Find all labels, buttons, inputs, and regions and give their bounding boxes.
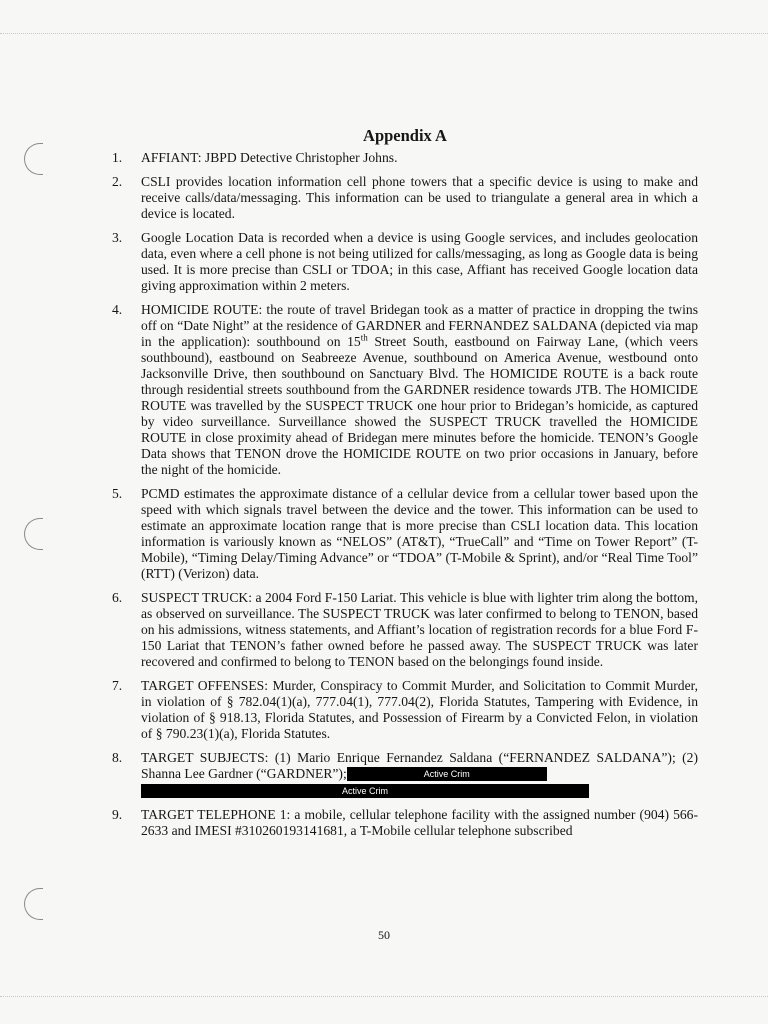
list-item [112, 750, 698, 799]
item-text: AFFIANT: JBPD Detective Christopher Johns. [141, 150, 398, 165]
page-title: Appendix A [363, 126, 447, 145]
item-number: 2. [112, 174, 123, 189]
list-item [112, 150, 698, 166]
item-text: TARGET OFFENSES: Murder, Conspiracy to Commit Murder, and Solicitation to Commit Murder, in violation of § 782.04(1)(a), 777.04(1), 777.04(2), Florida Statutes, Tampering with Evidence, in violation of § 918.13, Florida Statutes, and Possession of Firearm by a Convicted Felon, in violation of § 790.23(1)(a), Florida Statutes. [141, 678, 698, 741]
redaction-bar: Active Crim [141, 784, 589, 798]
item-number: 1. [112, 150, 123, 165]
scan-edge-bottom [0, 996, 768, 997]
list-item [112, 486, 698, 582]
item-number: 3. [112, 230, 123, 245]
item-number: 6. [112, 590, 123, 605]
page-number: 50 [378, 928, 390, 942]
punch-hole-mark [24, 888, 43, 920]
list-item [112, 230, 698, 294]
item-text: TARGET SUBJECTS: (1) Mario Enrique Fernandez Saldana (“FERNANDEZ SALDANA”); (2) Shanna Lee Gardner (“GARDNER”); [141, 750, 698, 781]
item-number: 8. [112, 750, 123, 765]
item-text: SUSPECT TRUCK: a 2004 Ford F-150 Lariat. This vehicle is blue with lighter trim along the bottom, as observed on surveillance. The SUSPECT TRUCK was later confirmed to belong to TENON, based on his admissions, witness statements, and Affiant’s location of registration records for a blue Ford F-150 Lariat that TENON’s father owned before he passed away. The SUSPECT TRUCK was later recovered and confirmed to belong to TENON based on the belongings found inside. [141, 590, 698, 669]
document-page [112, 126, 698, 847]
item-number: 9. [112, 807, 123, 822]
item-number: 5. [112, 486, 123, 501]
punch-hole-mark [24, 143, 43, 175]
list-item [112, 302, 698, 478]
numbered-list [112, 150, 698, 839]
item-text: CSLI provides location information cell phone towers that a specific device is using to make and receive calls/data/messaging. This information can be used to triangulate a general area in which a device is located. [141, 174, 698, 221]
redaction-bar: Active Crim [347, 767, 547, 781]
list-item [112, 174, 698, 222]
list-item [112, 678, 698, 742]
item-text: Google Location Data is recorded when a device is using Google services, and includes geolocation data, even where a cell phone is not being utilized for calls/messaging, as long as Google data is being used. It is more precise than CSLI or TDOA; in this case, Affiant has received Google location data giving approximation within 2 meters. [141, 230, 698, 293]
list-item [112, 590, 698, 670]
item-text: TARGET TELEPHONE 1: a mobile, cellular telephone facility with the assigned number (904) 566-2633 and IMESI #310260193141681, a T-Mobile cellular telephone subscribed [141, 807, 698, 838]
list-item [112, 807, 698, 839]
scan-edge-top [0, 33, 768, 34]
item-text: PCMD estimates the approximate distance of a cellular device from a cellular tower based upon the speed with which signals travel between the device and the tower. This information can be used to estimate an approximate location range that is more precise than CSLI location data. This location information is variously known as “NELOS” (AT&T), “TrueCall” and “Time on Tower Report” (T-Mobile), “Timing Delay/Timing Advance” or “TDOA” (T-Mobile & Sprint), and/or “Real Time Tool” (RTT) (Verizon) data. [141, 486, 698, 581]
item-text: HOMICIDE ROUTE: the route of travel Bridegan took as a matter of practice in dropping the twins off on “Date Night” at the residence of GARDNER and FERNANDEZ SALDANA (depicted via map in the application): southbound on 15 [141, 302, 698, 349]
ordinal-suffix: th [360, 332, 368, 343]
item-number: 7. [112, 678, 123, 693]
item-number: 4. [112, 302, 123, 317]
punch-hole-mark [24, 518, 43, 550]
item-text-continued: Street South, eastbound on Fairway Lane, (which veers southbound), eastbound on Seabreeze Avenue, southbound on America Avenue, westbound onto Jacksonville Drive, then southbound on Sanctuary Blvd. The HOMICIDE ROUTE is a back route through residential streets southbound from the GARDNER residence towards JTB. The HOMICIDE ROUTE was travelled by the SUSPECT TRUCK one hour prior to Bridegan’s homicide, as captured by video surveillance. Surveillance showed the SUSPECT TRUCK travelled the HOMICIDE ROUTE in close proximity ahead of Bridegan mere minutes before the homicide. TENON’s Google Data shows that TENON drove the HOMICIDE ROUTE on two prior occasions in January, before the night of the homicide. [141, 334, 698, 477]
